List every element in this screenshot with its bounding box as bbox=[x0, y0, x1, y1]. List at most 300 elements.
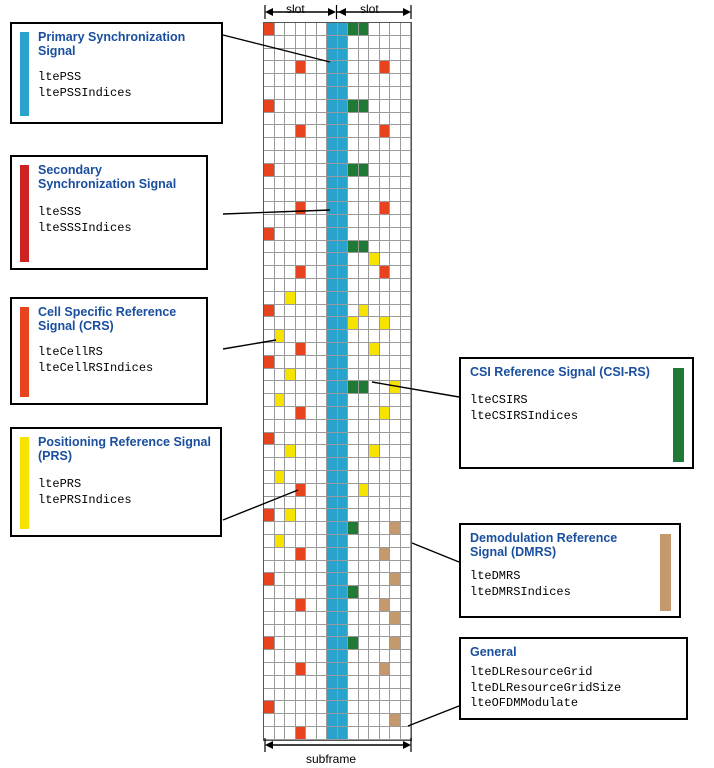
grid-cell bbox=[338, 279, 349, 292]
grid-cell bbox=[317, 586, 328, 599]
grid-cell bbox=[285, 125, 296, 138]
grid-cell bbox=[275, 125, 286, 138]
grid-cell bbox=[369, 573, 380, 586]
grid-cell bbox=[306, 599, 317, 612]
grid-cell bbox=[306, 87, 317, 100]
grid-cell bbox=[285, 689, 296, 702]
grid-cell bbox=[264, 599, 275, 612]
grid-cell bbox=[390, 407, 401, 420]
grid-cell bbox=[401, 599, 412, 612]
grid-cell bbox=[317, 484, 328, 497]
grid-cell bbox=[264, 87, 275, 100]
grid-cell bbox=[296, 215, 307, 228]
grid-cell bbox=[338, 548, 349, 561]
grid-cell bbox=[285, 177, 296, 190]
grid-cell bbox=[317, 625, 328, 638]
grid-cell bbox=[348, 433, 359, 446]
grid-cell bbox=[275, 228, 286, 241]
grid-cell bbox=[306, 215, 317, 228]
grid-cell bbox=[317, 74, 328, 87]
grid-cell bbox=[285, 509, 296, 522]
grid-cell bbox=[359, 727, 370, 740]
grid-cell bbox=[275, 522, 286, 535]
grid-cell bbox=[275, 433, 286, 446]
grid-cell bbox=[327, 445, 338, 458]
grid-cell bbox=[285, 650, 296, 663]
grid-cell bbox=[327, 509, 338, 522]
grid-cell bbox=[296, 650, 307, 663]
grid-cell bbox=[327, 74, 338, 87]
grid-cell bbox=[275, 253, 286, 266]
grid-cell bbox=[317, 177, 328, 190]
grid-cell bbox=[264, 650, 275, 663]
callout-dmrs bbox=[459, 523, 681, 618]
grid-cell bbox=[390, 100, 401, 113]
grid-cell bbox=[338, 138, 349, 151]
grid-cell bbox=[306, 701, 317, 714]
grid-cell bbox=[348, 522, 359, 535]
grid-cell bbox=[369, 394, 380, 407]
grid-cell bbox=[317, 381, 328, 394]
grid-cell bbox=[264, 369, 275, 382]
grid-cell bbox=[264, 548, 275, 561]
grid-cell bbox=[285, 151, 296, 164]
grid-cell bbox=[306, 100, 317, 113]
grid-cell bbox=[380, 471, 391, 484]
grid-cell bbox=[338, 177, 349, 190]
grid-cell bbox=[390, 356, 401, 369]
grid-cell bbox=[401, 356, 412, 369]
grid-cell bbox=[296, 561, 307, 574]
grid-cell bbox=[264, 381, 275, 394]
grid-cell bbox=[285, 586, 296, 599]
grid-cell bbox=[285, 714, 296, 727]
grid-cell bbox=[359, 676, 370, 689]
grid-cell bbox=[348, 727, 359, 740]
grid-cell bbox=[264, 522, 275, 535]
grid-cell bbox=[369, 561, 380, 574]
grid-cell bbox=[390, 202, 401, 215]
grid-cell bbox=[275, 138, 286, 151]
grid-cell bbox=[264, 164, 275, 177]
grid-cell bbox=[285, 471, 296, 484]
grid-cell bbox=[275, 305, 286, 318]
grid-cell bbox=[264, 535, 275, 548]
grid-cell bbox=[369, 87, 380, 100]
grid-cell bbox=[359, 714, 370, 727]
grid-cell bbox=[264, 228, 275, 241]
grid-cell bbox=[359, 701, 370, 714]
grid-cell bbox=[380, 74, 391, 87]
grid-cell bbox=[306, 727, 317, 740]
grid-cell bbox=[275, 637, 286, 650]
grid-cell bbox=[390, 561, 401, 574]
grid-cell bbox=[306, 637, 317, 650]
grid-cell bbox=[380, 381, 391, 394]
grid-cell bbox=[296, 394, 307, 407]
grid-cell bbox=[401, 87, 412, 100]
grid-cell bbox=[285, 701, 296, 714]
grid-cell bbox=[317, 61, 328, 74]
grid-cell bbox=[264, 305, 275, 318]
grid-cell bbox=[275, 189, 286, 202]
grid-cell bbox=[296, 138, 307, 151]
grid-cell bbox=[401, 433, 412, 446]
grid-cell bbox=[275, 458, 286, 471]
grid-cell bbox=[264, 202, 275, 215]
grid-cell bbox=[327, 317, 338, 330]
grid-cell bbox=[285, 561, 296, 574]
grid-cell bbox=[338, 625, 349, 638]
grid-cell bbox=[369, 279, 380, 292]
grid-cell bbox=[338, 189, 349, 202]
sss-color-swatch bbox=[20, 165, 29, 262]
grid-cell bbox=[317, 612, 328, 625]
grid-cell bbox=[380, 317, 391, 330]
grid-cell bbox=[285, 356, 296, 369]
grid-cell bbox=[380, 369, 391, 382]
grid-cell bbox=[264, 356, 275, 369]
grid-cell bbox=[359, 394, 370, 407]
grid-cell bbox=[285, 305, 296, 318]
grid-cell bbox=[338, 650, 349, 663]
grid-cell bbox=[338, 253, 349, 266]
grid-cell bbox=[359, 433, 370, 446]
grid-cell bbox=[317, 49, 328, 62]
grid-cell bbox=[338, 74, 349, 87]
grid-cell bbox=[338, 497, 349, 510]
grid-cell bbox=[327, 394, 338, 407]
grid-cell bbox=[317, 125, 328, 138]
grid-cell bbox=[306, 266, 317, 279]
grid-cell bbox=[338, 561, 349, 574]
grid-cell bbox=[369, 215, 380, 228]
grid-cell bbox=[285, 407, 296, 420]
grid-cell bbox=[275, 650, 286, 663]
grid-cell bbox=[390, 292, 401, 305]
grid-cell bbox=[285, 113, 296, 126]
grid-cell bbox=[359, 573, 370, 586]
grid-cell bbox=[380, 650, 391, 663]
grid-cell bbox=[264, 49, 275, 62]
grid-cell bbox=[369, 509, 380, 522]
grid-cell bbox=[306, 548, 317, 561]
grid-cell bbox=[327, 689, 338, 702]
grid-cell bbox=[264, 458, 275, 471]
grid-cell bbox=[369, 113, 380, 126]
grid-cell bbox=[306, 650, 317, 663]
grid-cell bbox=[317, 573, 328, 586]
grid-cell bbox=[401, 676, 412, 689]
grid-cell bbox=[338, 484, 349, 497]
grid-cell bbox=[348, 305, 359, 318]
grid-cell bbox=[401, 266, 412, 279]
grid-cell bbox=[338, 458, 349, 471]
grid-cell bbox=[306, 343, 317, 356]
grid-cell bbox=[306, 279, 317, 292]
grid-cell bbox=[296, 202, 307, 215]
grid-cell bbox=[369, 330, 380, 343]
grid-cell bbox=[264, 509, 275, 522]
grid-cell bbox=[264, 394, 275, 407]
grid-cell bbox=[306, 420, 317, 433]
grid-cell bbox=[401, 164, 412, 177]
grid-cell bbox=[338, 637, 349, 650]
grid-cell bbox=[285, 266, 296, 279]
grid-cell bbox=[275, 445, 286, 458]
grid-cell bbox=[380, 215, 391, 228]
grid-cell bbox=[317, 471, 328, 484]
grid-cell bbox=[390, 445, 401, 458]
grid-cell bbox=[390, 599, 401, 612]
grid-cell bbox=[369, 100, 380, 113]
grid-cell bbox=[380, 535, 391, 548]
callout-crs-fn-1: lteCellRSIndices bbox=[38, 360, 154, 375]
grid-cell bbox=[359, 215, 370, 228]
grid-cell bbox=[327, 548, 338, 561]
grid-cell bbox=[264, 241, 275, 254]
grid-cell bbox=[359, 189, 370, 202]
pss-color-swatch bbox=[20, 32, 29, 116]
grid-cell bbox=[348, 189, 359, 202]
grid-cell bbox=[264, 471, 275, 484]
grid-cell bbox=[401, 650, 412, 663]
grid-cell bbox=[327, 343, 338, 356]
grid-cell bbox=[359, 650, 370, 663]
callout-sss-title: Secondary Synchronization Signal bbox=[38, 163, 177, 191]
grid-cell bbox=[390, 625, 401, 638]
grid-cell bbox=[348, 586, 359, 599]
grid-cell bbox=[264, 445, 275, 458]
grid-cell bbox=[296, 74, 307, 87]
grid-cell bbox=[369, 151, 380, 164]
grid-cell bbox=[264, 279, 275, 292]
callout-crs-fn-0: lteCellRS bbox=[38, 345, 103, 359]
grid-cell bbox=[327, 202, 338, 215]
grid-cell bbox=[338, 151, 349, 164]
callout-dmrs-title: Demodulation Reference Signal (DMRS) bbox=[470, 531, 618, 559]
grid-cell bbox=[390, 369, 401, 382]
grid-cell bbox=[401, 445, 412, 458]
grid-cell bbox=[264, 330, 275, 343]
grid-cell bbox=[380, 548, 391, 561]
grid-cell bbox=[359, 497, 370, 510]
grid-cell bbox=[390, 458, 401, 471]
grid-cell bbox=[380, 125, 391, 138]
grid-cell bbox=[327, 330, 338, 343]
grid-cell bbox=[348, 49, 359, 62]
grid-cell bbox=[338, 292, 349, 305]
grid-cell bbox=[275, 663, 286, 676]
grid-cell bbox=[285, 202, 296, 215]
grid-cell bbox=[401, 36, 412, 49]
grid-cell bbox=[317, 701, 328, 714]
grid-cell bbox=[317, 714, 328, 727]
grid-cell bbox=[359, 138, 370, 151]
grid-cell bbox=[348, 279, 359, 292]
grid-cell bbox=[306, 202, 317, 215]
grid-cell bbox=[285, 36, 296, 49]
grid-cell bbox=[317, 253, 328, 266]
grid-cell bbox=[338, 49, 349, 62]
grid-cell bbox=[317, 497, 328, 510]
grid-cell bbox=[338, 612, 349, 625]
grid-cell bbox=[369, 625, 380, 638]
grid-cell bbox=[306, 612, 317, 625]
grid-cell bbox=[359, 458, 370, 471]
grid-cell bbox=[264, 36, 275, 49]
grid-cell bbox=[306, 586, 317, 599]
grid-cell bbox=[401, 471, 412, 484]
grid-cell bbox=[348, 676, 359, 689]
grid-cell bbox=[317, 228, 328, 241]
grid-cell bbox=[369, 612, 380, 625]
grid-cell bbox=[359, 87, 370, 100]
grid-cell bbox=[390, 164, 401, 177]
grid-cell bbox=[275, 689, 286, 702]
grid-cell bbox=[338, 394, 349, 407]
grid-cell bbox=[348, 330, 359, 343]
grid-cell bbox=[401, 138, 412, 151]
grid-cell bbox=[264, 586, 275, 599]
grid-cell bbox=[327, 87, 338, 100]
grid-cell bbox=[390, 497, 401, 510]
grid-cell bbox=[401, 420, 412, 433]
grid-cell bbox=[338, 23, 349, 36]
grid-cell bbox=[380, 202, 391, 215]
callout-csirs bbox=[459, 357, 694, 469]
grid-cell bbox=[296, 266, 307, 279]
callout-sss-fn-0: lteSSS bbox=[38, 205, 82, 219]
grid-cell bbox=[285, 727, 296, 740]
grid-cell bbox=[369, 74, 380, 87]
callout-prs-title: Positioning Reference Signal (PRS) bbox=[38, 435, 211, 463]
grid-cell bbox=[369, 663, 380, 676]
grid-cell bbox=[348, 74, 359, 87]
grid-cell bbox=[264, 100, 275, 113]
grid-cell bbox=[317, 23, 328, 36]
grid-cell bbox=[359, 266, 370, 279]
grid-cell bbox=[327, 676, 338, 689]
grid-cell bbox=[390, 305, 401, 318]
grid-cell bbox=[369, 433, 380, 446]
grid-cell bbox=[285, 573, 296, 586]
grid-cell bbox=[348, 561, 359, 574]
grid-cell bbox=[390, 522, 401, 535]
grid-cell bbox=[264, 189, 275, 202]
grid-cell bbox=[401, 125, 412, 138]
grid-cell bbox=[327, 433, 338, 446]
grid-cell bbox=[327, 586, 338, 599]
grid-cell bbox=[317, 292, 328, 305]
grid-cell bbox=[401, 522, 412, 535]
grid-cell bbox=[380, 87, 391, 100]
grid-cell bbox=[275, 484, 286, 497]
grid-cell bbox=[390, 612, 401, 625]
grid-cell bbox=[317, 305, 328, 318]
grid-cell bbox=[306, 36, 317, 49]
grid-cell bbox=[285, 548, 296, 561]
grid-cell bbox=[359, 445, 370, 458]
grid-cell bbox=[306, 535, 317, 548]
grid-cell bbox=[359, 625, 370, 638]
grid-cell bbox=[380, 228, 391, 241]
grid-cell bbox=[401, 573, 412, 586]
grid-cell bbox=[359, 177, 370, 190]
callout-dmrs-fn-1: lteDMRSIndices bbox=[470, 584, 571, 599]
grid-cell bbox=[317, 676, 328, 689]
grid-cell bbox=[296, 509, 307, 522]
grid-cell bbox=[348, 87, 359, 100]
grid-cell bbox=[359, 330, 370, 343]
grid-cell bbox=[296, 497, 307, 510]
grid-cell bbox=[348, 650, 359, 663]
grid-cell bbox=[296, 177, 307, 190]
grid-cell bbox=[380, 23, 391, 36]
grid-cell bbox=[264, 689, 275, 702]
grid-cell bbox=[327, 573, 338, 586]
grid-cell bbox=[317, 241, 328, 254]
grid-cell bbox=[348, 23, 359, 36]
grid-cell bbox=[296, 599, 307, 612]
grid-cell bbox=[401, 509, 412, 522]
grid-cell bbox=[359, 548, 370, 561]
grid-cell bbox=[369, 714, 380, 727]
grid-cell bbox=[390, 727, 401, 740]
grid-cell bbox=[369, 317, 380, 330]
grid-cell bbox=[359, 100, 370, 113]
grid-cell bbox=[264, 74, 275, 87]
grid-cell bbox=[401, 727, 412, 740]
grid-cell bbox=[275, 151, 286, 164]
grid-cell bbox=[327, 612, 338, 625]
grid-cell bbox=[338, 509, 349, 522]
grid-cell bbox=[401, 189, 412, 202]
grid-cell bbox=[380, 433, 391, 446]
grid-cell bbox=[296, 548, 307, 561]
grid-cell bbox=[285, 138, 296, 151]
grid-cell bbox=[296, 228, 307, 241]
grid-cell bbox=[327, 484, 338, 497]
grid-cell bbox=[306, 177, 317, 190]
grid-cell bbox=[390, 701, 401, 714]
grid-cell bbox=[264, 292, 275, 305]
grid-cell bbox=[296, 433, 307, 446]
grid-cell bbox=[390, 279, 401, 292]
grid-cell bbox=[338, 215, 349, 228]
grid-cell bbox=[401, 330, 412, 343]
callout-pss-title: Primary Synchronization Signal bbox=[38, 30, 186, 58]
grid-cell bbox=[306, 433, 317, 446]
grid-cell bbox=[338, 266, 349, 279]
grid-cell bbox=[306, 292, 317, 305]
grid-cell bbox=[317, 113, 328, 126]
grid-cell bbox=[327, 228, 338, 241]
grid-cell bbox=[380, 522, 391, 535]
grid-cell bbox=[359, 36, 370, 49]
grid-cell bbox=[401, 561, 412, 574]
grid-cell bbox=[380, 676, 391, 689]
grid-cell bbox=[317, 369, 328, 382]
grid-cell bbox=[338, 305, 349, 318]
grid-cell bbox=[359, 356, 370, 369]
grid-cell bbox=[327, 164, 338, 177]
grid-cell bbox=[296, 330, 307, 343]
grid-cell bbox=[275, 548, 286, 561]
grid-cell bbox=[401, 663, 412, 676]
grid-cell bbox=[401, 497, 412, 510]
grid-cell bbox=[401, 228, 412, 241]
